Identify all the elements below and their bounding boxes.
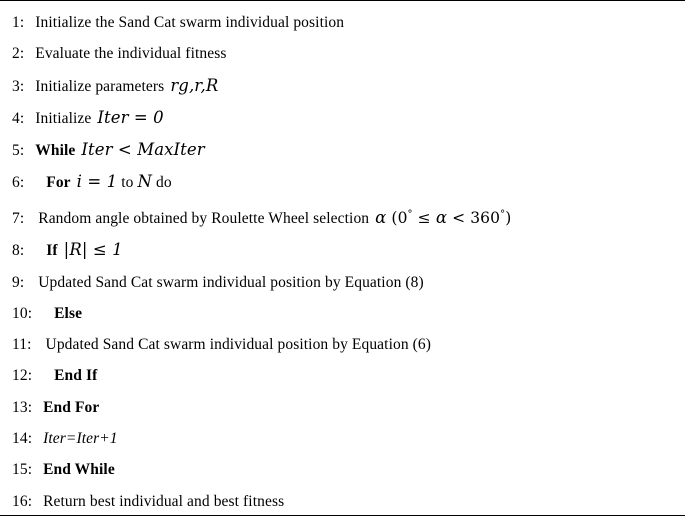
line-segment: Random angle obtained by Roulette Wheel selection [38,209,370,227]
line-segment: i = 1 [76,172,118,192]
pseudocode-line [12,166,675,198]
line-segment: End For [43,398,100,416]
line-content [24,174,171,191]
line-number: 1: [12,14,25,31]
line-segment: < 360 [447,208,501,227]
line-content [38,430,118,447]
line-segment: While [35,142,76,160]
pseudocode-line [12,38,675,69]
line-segment: Initialize parameters [35,77,165,95]
line-segment: Updated Sand Cat swarm individual position by Equation (8) [38,273,424,291]
line-content [30,107,164,127]
line-segment: ) [505,208,512,227]
pseudocode-line [12,199,675,234]
line-number: 15: [12,461,33,479]
line-segment: Else [54,304,83,322]
line-content [24,274,424,291]
pseudocode-line [12,298,675,329]
line-segment: N [137,172,153,192]
line-number: 6: [12,174,25,192]
line-segment: |R| ≤ 1 [63,240,123,260]
line-content [24,207,512,227]
line-number: 2: [12,45,25,63]
line-number: 9: [12,273,25,291]
line-segment: Iter < MaxIter [81,140,205,160]
pseudocode-line [12,234,675,266]
line-segment: End While [43,461,115,479]
line-segment: For [46,174,71,192]
pseudocode-line [12,392,675,423]
line-segment: Initialize [35,109,92,127]
line-number: 8: [12,242,25,260]
line-number: 16: [12,492,33,510]
line-content [32,305,82,322]
pseudocode-line [12,486,675,517]
line-content [30,75,219,95]
pseudocode-line [12,7,675,38]
line-content [38,461,115,478]
line-segment: Updated Sand Cat swarm individual position by Equation (6) [45,336,432,354]
line-number: 4: [12,109,25,127]
line-number: 11: [12,336,32,354]
pseudocode-line [12,360,675,391]
line-number: 3: [12,77,25,95]
line-segment: Initialize the Sand Cat swarm individual position [35,14,345,31]
line-content [24,242,122,259]
line-segment: Iter = 0 [97,107,164,127]
pseudocode-line [12,102,675,134]
line-content [32,367,97,384]
pseudocode-line [12,267,675,298]
line-segment: do [152,174,172,192]
pseudocode-line [12,423,675,454]
line-number: 10: [12,304,33,322]
line-number: 7: [12,209,25,227]
line-segment: to [117,174,138,192]
line-number: 14: [12,430,33,448]
line-segment: α [435,207,448,227]
line-segment: End If [54,367,98,385]
line-segment: If [46,242,58,260]
line-number: 12: [12,367,33,385]
line-segment: rg,r,R [170,75,219,95]
line-segment: ° [500,208,506,220]
line-segment: Evaluate the individual fitness [35,45,227,63]
line-segment: (0 [386,208,408,227]
pseudocode-line [12,134,675,166]
line-segment: ≤ [412,208,436,227]
pseudocode-line [12,454,675,485]
line-content [38,493,284,510]
line-content [38,399,99,416]
line-segment: α [375,207,387,227]
line-segment: Return best individual and best fitness [43,492,285,510]
line-number: 5: [12,142,25,160]
line-content [30,142,204,159]
pseudocode-line [12,70,675,102]
pseudocode-line [12,329,675,360]
line-content [32,336,432,353]
line-number: 13: [12,398,33,416]
line-segment: ° [407,208,413,220]
line-segment: Iter=Iter+1 [43,430,118,448]
line-content [30,14,344,31]
line-content [30,45,226,62]
